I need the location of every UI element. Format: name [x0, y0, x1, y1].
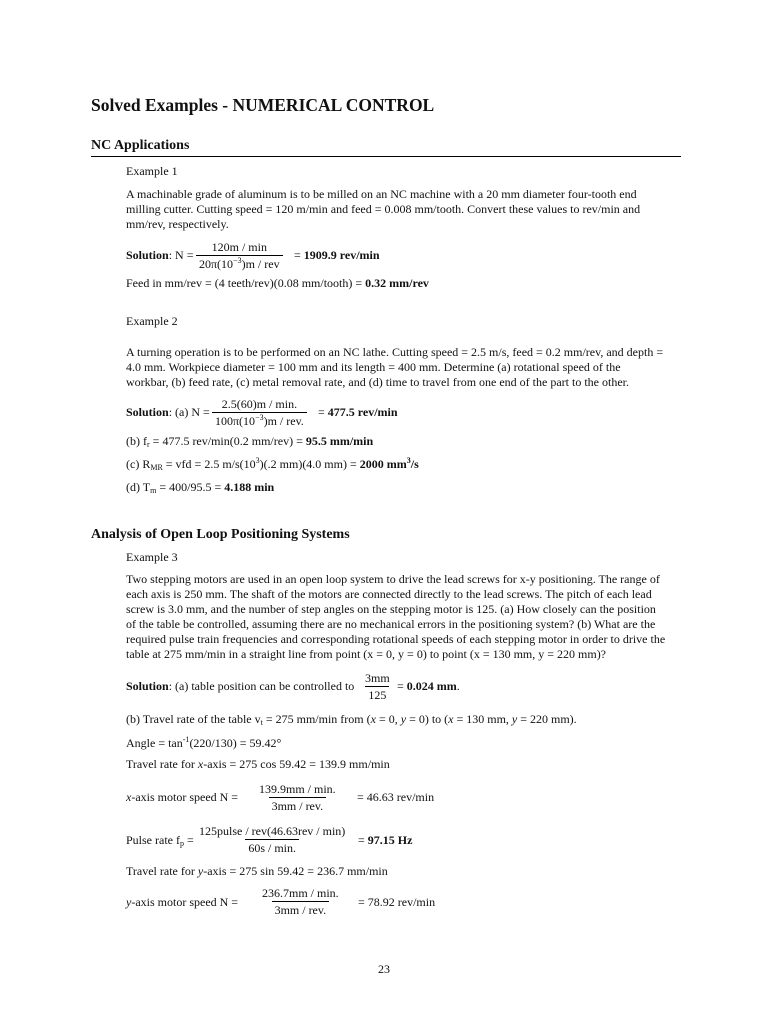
pulse-subscript: p: [179, 839, 184, 848]
section-heading-open-loop: Analysis of Open Loop Positioning Systems: [91, 527, 350, 542]
example-1-result: [294, 248, 380, 263]
b-text: = 220 mm).: [517, 712, 577, 726]
travel-text: Travel rate for: [126, 864, 198, 878]
section-divider: [91, 156, 681, 157]
result-value: 1909.9 rev/min: [303, 248, 380, 262]
fraction-denominator: 3mm / rev.: [272, 901, 330, 917]
fraction-denominator: 125: [365, 686, 389, 702]
fraction-numerator: 236.7mm / min.: [262, 886, 339, 900]
solution-word: Solution: [126, 679, 169, 693]
b-prefix: (b) f: [126, 434, 147, 448]
fraction-numerator: 139.9mm / min.: [259, 782, 336, 796]
feed-text: Feed in mm/rev = (4 teeth/rev)(0.08 mm/tooth) =: [126, 276, 363, 290]
equals-sign: =: [358, 833, 365, 847]
n-equals: : N =: [168, 248, 194, 262]
c-result-tail: /s: [410, 457, 419, 471]
example-3-part-b: [126, 712, 577, 727]
b-subscript: t: [260, 718, 263, 727]
problem-line: Two stepping motors are used in an open loop system to drive the lead screws for x-y positioning. The range of: [126, 572, 660, 586]
fraction-denominator: 60s / min.: [245, 839, 299, 855]
problem-line: table at 275 mm/min in a straight line from point (x = 0, y = 0) to point (x = 130 mm, y = 220 mm)?: [126, 647, 607, 661]
fraction-denominator: [196, 255, 283, 271]
den-tail: )m / rev: [241, 257, 280, 271]
equals-sign: =: [294, 248, 301, 262]
a-equals: : (a) N =: [168, 405, 210, 419]
result-value: 0.024 mm: [406, 679, 457, 693]
b-text: = 275 mm/min from (: [262, 712, 371, 726]
page-number: 23: [378, 962, 390, 976]
den-tail: )m / rev.: [263, 414, 304, 428]
example-3-angle: [126, 736, 281, 751]
c-text: )(.2 mm)(4.0 mm) =: [259, 457, 357, 471]
d-prefix: (d) T: [126, 480, 151, 494]
c-result: 2000 mm: [359, 457, 407, 471]
y-var: y: [511, 712, 518, 726]
angle-text: Angle = tan: [126, 736, 183, 750]
problem-line: A turning operation is to be performed on an NC lathe. Cutting speed = 2.5 m/s, feed = 0.2 mm/rev, and depth =: [126, 345, 664, 359]
problem-line: screw is 3.0 mm, and the number of step angles on the stepping motor is 125. (a) How closely can the position: [126, 602, 656, 616]
example-1-solution-label: [126, 248, 193, 263]
c-prefix: (c) R: [126, 457, 151, 471]
problem-line: A machinable grade of aluminum is to be milled on an NC machine with a 20 mm diameter four-tooth end: [126, 187, 637, 201]
example-3-solution-a: [126, 679, 354, 694]
example-3-fraction-a: [362, 671, 393, 702]
example-2-label: Example 2: [126, 314, 178, 328]
example-1-problem: [126, 187, 682, 232]
d-text: = 400/95.5 =: [156, 480, 222, 494]
x-var: x: [126, 790, 132, 804]
solution-word: Solution: [126, 405, 169, 419]
b-text: = 130 mm,: [453, 712, 512, 726]
example-3-pulse-result: [358, 833, 412, 848]
b-text: = 477.5 rev/min(0.2 mm/rev) =: [149, 434, 303, 448]
problem-line: each axis is 250 mm. The shaft of the motors are connected directly to the lead screws. The pitch of each lead: [126, 587, 652, 601]
c-exponent: 3: [255, 456, 260, 465]
problem-line: 4.0 mm. Workpiece diameter = 100 mm and its length = 400 mm. Determine (a) rotational speed of the: [126, 360, 621, 374]
page-title: Solved Examples - NUMERICAL CONTROL: [91, 95, 435, 115]
fraction-numerator: 3mm: [365, 671, 390, 685]
example-3-y-motor-label: [126, 895, 238, 910]
example-3-label: Example 3: [126, 550, 178, 564]
period: .: [456, 679, 460, 693]
travel-text: -axis = 275 cos 59.42 = 139.9 mm/min: [203, 757, 390, 771]
den-exponent: −3: [233, 256, 242, 265]
example-3-problem: [126, 572, 682, 662]
example-3-result-a: [397, 679, 460, 694]
travel-text: Travel rate for: [126, 757, 198, 771]
feed-result: 0.32 mm/rev: [365, 276, 429, 290]
angle-text: (220/130) = 59.42°: [189, 736, 282, 750]
y-var: y: [126, 895, 132, 909]
c-text: = vfd = 2.5 m/s(10: [162, 457, 256, 471]
example-1-fraction: [196, 240, 283, 271]
fraction-numerator: 120m / min: [211, 240, 267, 254]
x-var: x: [448, 712, 454, 726]
fraction-denominator: 3mm / rev.: [269, 797, 327, 813]
solution-word: Solution: [126, 248, 169, 262]
problem-line: milling cutter. Cutting speed = 120 m/min and feed = 0.008 mm/tooth. Convert these values to rev/min and: [126, 202, 641, 216]
section-heading-nc-applications: NC Applications: [91, 138, 190, 153]
example-3-x-motor-result: = 46.63 rev/min: [357, 790, 435, 804]
example-3-y-motor-result: = 78.92 rev/min: [358, 895, 436, 909]
b-text: = 0,: [375, 712, 401, 726]
y-var: y: [400, 712, 407, 726]
example-3-x-motor-label: [126, 790, 238, 805]
fraction-denominator: [212, 412, 307, 428]
b-result: 95.5 mm/min: [305, 434, 374, 448]
problem-line: mm/rev, respectively.: [126, 217, 229, 231]
equals-sign: =: [397, 679, 404, 693]
x-motor-label: -axis motor speed N =: [131, 790, 239, 804]
example-2-fraction: [212, 397, 307, 428]
den-base: 100π(10: [215, 414, 256, 428]
x-var: x: [370, 712, 376, 726]
example-2-result-a: [318, 405, 398, 420]
den-base: 20π(10: [199, 257, 234, 271]
example-2-problem: [126, 345, 682, 390]
example-3-travel-y: [126, 864, 388, 879]
y-motor-label: -axis motor speed N =: [131, 895, 239, 909]
example-2-part-b: [126, 434, 373, 449]
fraction-numerator: 2.5(60)m / min.: [221, 397, 298, 411]
c-result-exponent: 3: [406, 456, 411, 465]
problem-line: required pulse train frequencies and corresponding rotational speeds of each stepping motor in order to drive the: [126, 632, 666, 646]
y-var: y: [197, 864, 204, 878]
example-2-part-c: [126, 457, 419, 472]
result-value: 97.15 Hz: [367, 833, 413, 847]
example-1-feed: [126, 276, 429, 291]
b-subscript: r: [147, 440, 150, 449]
problem-line: of the table be controlled, assuming there are no mechanical errors in the positioning system? (b) What are the: [126, 617, 656, 631]
example-3-y-motor-fraction: [259, 886, 342, 917]
b-text: (b) Travel rate of the table v: [126, 712, 261, 726]
example-1-label: Example 1: [126, 164, 178, 178]
a-text: : (a) table position can be controlled to: [168, 679, 355, 693]
example-2-solution-label: [126, 405, 210, 420]
example-3-pulse-label: [126, 833, 194, 848]
example-2-part-d: [126, 480, 274, 495]
fraction-numerator: 125pulse / rev(46.63rev / min): [199, 824, 346, 838]
angle-exponent: -1: [182, 735, 190, 744]
example-3-pulse-fraction: [196, 824, 348, 855]
d-result: 4.188 min: [224, 480, 275, 494]
problem-line: workbar, (b) feed rate, (c) metal removal rate, and (d) time to travel from one end of the part to the other.: [126, 375, 629, 389]
travel-text: -axis = 275 sin 59.42 = 236.7 mm/min: [203, 864, 388, 878]
b-text: = 0) to (: [406, 712, 449, 726]
d-subscript: m: [150, 486, 157, 495]
equals-sign: =: [183, 833, 194, 847]
example-3-x-motor-fraction: [256, 782, 339, 813]
result-value: 477.5 rev/min: [327, 405, 398, 419]
example-3-travel-x: [126, 757, 390, 772]
den-exponent: −3: [255, 413, 264, 422]
equals-sign: =: [318, 405, 325, 419]
x-var: x: [197, 757, 204, 771]
c-subscript: MR: [150, 463, 163, 472]
pulse-label: Pulse rate f: [126, 833, 180, 847]
